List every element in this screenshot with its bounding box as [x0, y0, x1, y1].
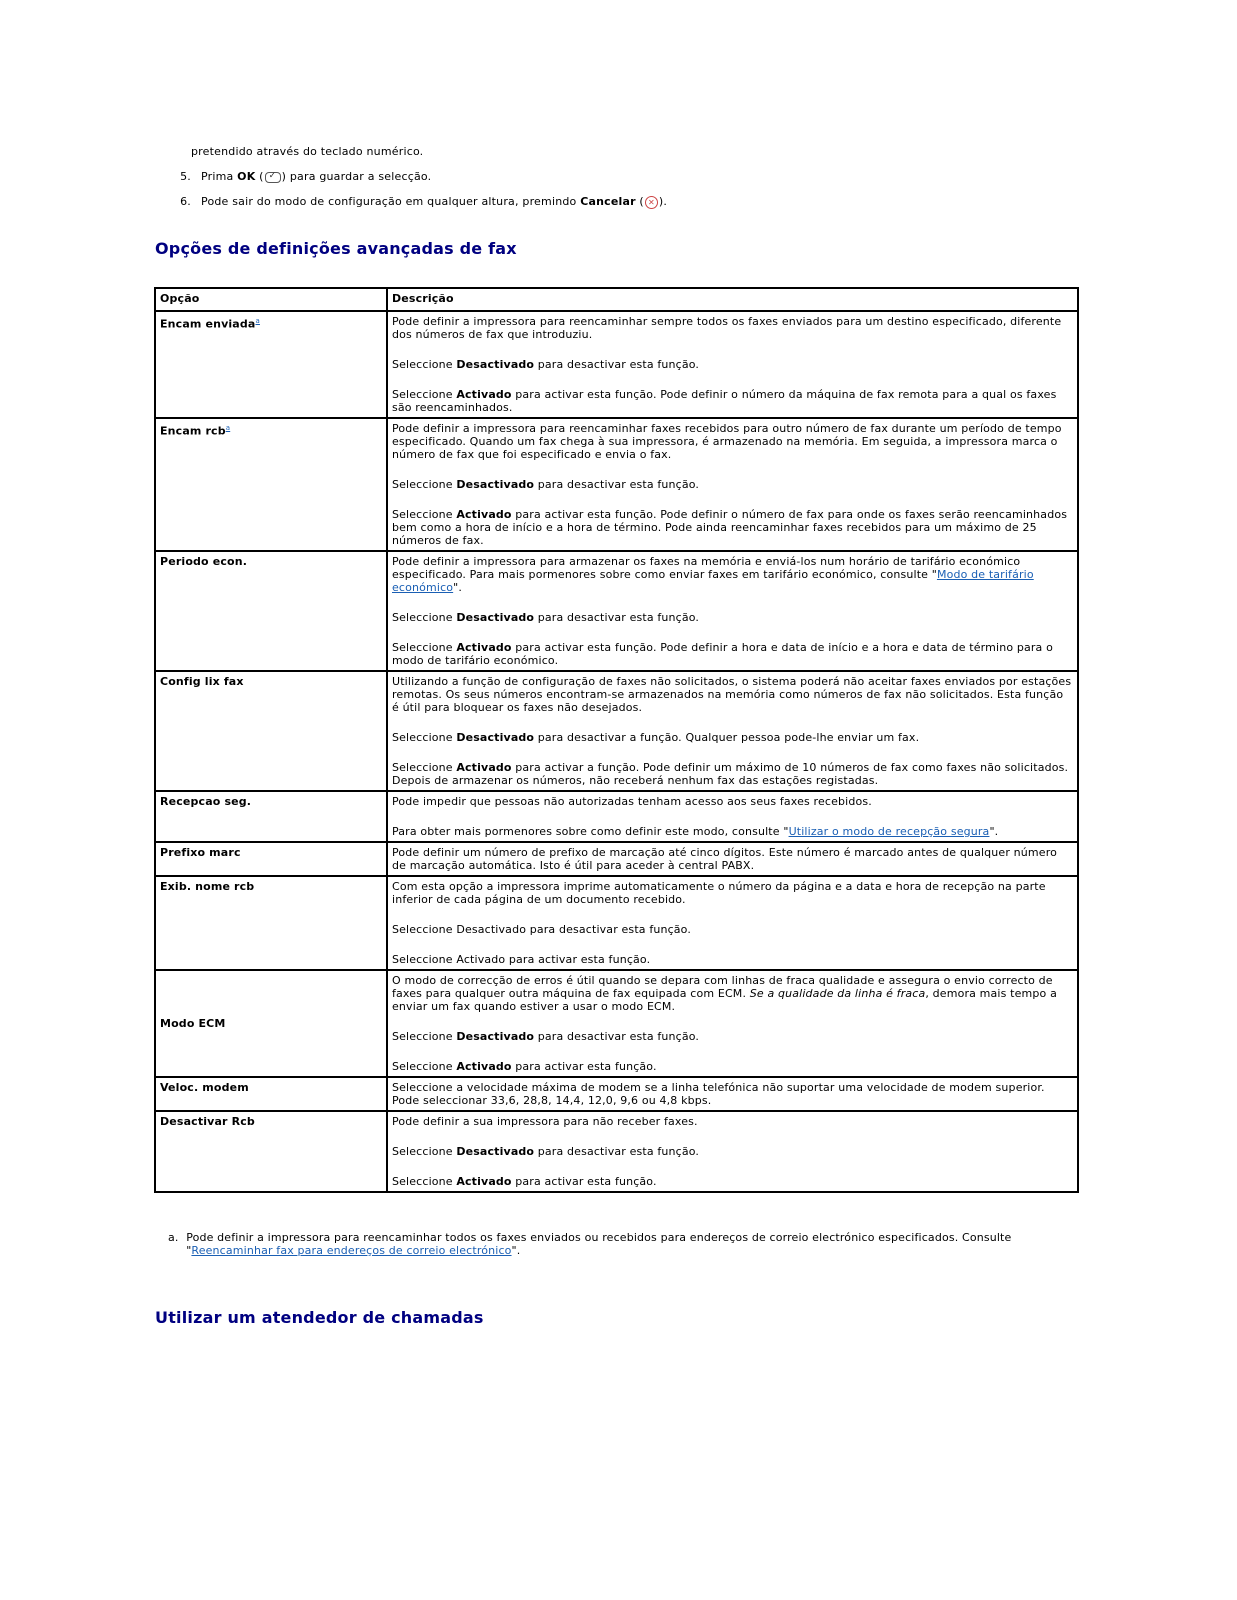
table-row	[155, 842, 1078, 876]
description-paragraph	[392, 1175, 1073, 1188]
option-cell	[155, 418, 387, 551]
footnote-ref-link[interactable]: a	[225, 424, 231, 432]
option-name: Veloc. modem	[160, 1081, 249, 1094]
text-run: Seleccione	[392, 761, 457, 774]
text-run: Pode definir a impressora para reencaminhar faxes recebidos para outro número de fax durante um período de tempo especificado. Quando um fax chega à sua impressora, é armazenado na memória. Em seguida, a impressora marca o número de fax que foi especificado e envia o fax.	[392, 422, 1062, 461]
emphasis-term: Desactivado	[456, 611, 535, 624]
text-run: para activar esta função. Pode definir o número da máquina de fax remota para a qual os faxes são reencaminhados.	[392, 388, 1057, 414]
text-run: Pode definir a impressora para reencaminhar sempre todos os faxes enviados para um destino especificado, diferente dos números de fax que introduziu.	[392, 315, 1062, 341]
option-cell	[155, 671, 387, 791]
description-cell	[387, 551, 1078, 671]
description-cell	[387, 970, 1078, 1077]
emphasis-term: Activado	[456, 1060, 512, 1073]
text-run: Seleccione	[392, 1175, 457, 1188]
table-row	[155, 1111, 1078, 1192]
step-text-pre: Prima	[201, 170, 238, 183]
table-header-row	[155, 288, 1078, 311]
description-paragraph	[392, 1115, 1073, 1128]
text-run: Seleccione a velocidade máxima de modem se a linha telefónica não suportar uma velocidade de modem superior. Pode seleccionar 33,6, 28,8, 14,4, 12,0, 9,6 ou 4,8 kbps.	[392, 1081, 1045, 1107]
text-run: ".	[989, 825, 999, 838]
step-text	[201, 195, 667, 220]
text-run: Seleccione	[392, 1030, 457, 1043]
description-paragraph	[392, 825, 1073, 838]
text-run: Pode definir um número de prefixo de marcação até cinco dígitos. Este número é marcado antes de qualquer número de marcação automática. Isto é útil para aceder à central PABX.	[392, 846, 1057, 872]
emphasis-term: Desactivado	[456, 1145, 535, 1158]
cancel-x-icon: ✕	[645, 196, 658, 209]
text-run: Pode definir a impressora para armazenar os faxes na memória e enviá-los num horário de tarifário económico especificado. Para mais pormenores sobre como enviar faxes em tarifário económico, consulte "	[392, 555, 1021, 581]
emphasis-term: Activado	[456, 388, 512, 401]
footnote-label: a.	[168, 1231, 179, 1244]
description-paragraph	[392, 358, 1073, 371]
footnote-after: ".	[511, 1244, 521, 1257]
step-text-post: ) para guardar a selecção.	[281, 170, 432, 183]
option-name: Desactivar Rcb	[160, 1115, 255, 1128]
step-text-pre: Pode sair do modo de configuração em qualquer altura, premindo	[201, 195, 581, 208]
step-list	[155, 145, 1075, 220]
description-paragraph	[392, 974, 1073, 1013]
description-paragraph	[392, 795, 1073, 808]
text-run: Pode definir a sua impressora para não receber faxes.	[392, 1115, 698, 1128]
description-paragraph	[392, 315, 1073, 341]
step-6	[155, 195, 1075, 220]
text-run: Seleccione	[392, 731, 457, 744]
description-paragraph	[392, 478, 1073, 491]
text-run: para desactivar esta função.	[534, 611, 700, 624]
option-name: Periodo econ.	[160, 555, 248, 568]
italic-text: Se a qualidade da linha é fraca	[749, 987, 926, 1000]
emphasis-term: Activado	[456, 1175, 512, 1188]
description-paragraph	[392, 1081, 1073, 1107]
emphasis-term: Activado	[456, 761, 512, 774]
description-cell	[387, 311, 1078, 418]
description-cell	[387, 1077, 1078, 1111]
next-section-title: Utilizar um atendedor de chamadas	[155, 1308, 484, 1327]
table-row	[155, 311, 1078, 418]
option-cell	[155, 842, 387, 876]
text-run: Com esta opção a impressora imprime automaticamente o número da página e a data e hora de recepção na parte inferior de cada página de um documento recebido.	[392, 880, 1046, 906]
description-cell	[387, 1111, 1078, 1192]
text-run: para activar a função. Pode definir um máximo de 10 números de fax como faxes não solicitados. Depois de armazenar os números, não receberá nenhum fax das estações registadas.	[392, 761, 1069, 787]
description-paragraph	[392, 880, 1073, 906]
text-run: ".	[453, 581, 463, 594]
description-paragraph	[392, 846, 1073, 872]
option-name: Encam enviada	[160, 317, 256, 331]
footnote-body: Pode definir a impressora para reencaminhar todos os faxes enviados ou recebidos para endereços de correio electrónico especificados. Consulte "	[186, 1231, 1012, 1257]
description-paragraph	[392, 761, 1073, 787]
step-text	[201, 170, 431, 195]
text-run: Seleccione Activado para activar esta função.	[392, 953, 651, 966]
option-cell	[155, 311, 387, 418]
emphasis-term: Desactivado	[456, 358, 535, 371]
table-body	[155, 311, 1078, 1192]
description-cell	[387, 671, 1078, 791]
description-paragraph	[392, 1145, 1073, 1158]
description-cell	[387, 876, 1078, 970]
text-run: para activar esta função.	[511, 1175, 657, 1188]
text-run: Seleccione	[392, 358, 457, 371]
ok-check-icon	[265, 172, 281, 183]
option-cell	[155, 551, 387, 671]
option-cell	[155, 791, 387, 842]
emphasis-term: Activado	[456, 641, 512, 654]
description-cell	[387, 791, 1078, 842]
description-paragraph	[392, 675, 1073, 714]
section-title: Opções de definições avançadas de fax	[155, 239, 517, 258]
table-row	[155, 671, 1078, 791]
text-run: Seleccione	[392, 641, 457, 654]
text-run: para desactivar esta função.	[534, 1145, 700, 1158]
option-name: Config lix fax	[160, 675, 244, 688]
table-row	[155, 791, 1078, 842]
text-run: Seleccione	[392, 508, 457, 521]
paren-open: (	[635, 195, 644, 208]
text-run: Seleccione	[392, 388, 457, 401]
emphasis-term: Activado	[456, 508, 512, 521]
header-description: Descrição	[387, 288, 1078, 311]
text-run: Seleccione	[392, 611, 457, 624]
table-row	[155, 970, 1078, 1077]
footnote-link[interactable]: Reencaminhar fax para endereços de correio electrónico	[191, 1244, 512, 1257]
text-run: Seleccione Desactivado para desactivar esta função.	[392, 923, 692, 936]
table-row	[155, 1077, 1078, 1111]
paren-open: (	[255, 170, 264, 183]
text-run: , demora mais tempo a enviar um fax quando estiver a usar o modo ECM.	[392, 987, 1057, 1013]
step-text-post: ).	[658, 195, 668, 208]
description-paragraph	[392, 953, 1073, 966]
text-run: para activar esta função.	[511, 1060, 657, 1073]
text-run: Seleccione	[392, 478, 457, 491]
description-cell	[387, 418, 1078, 551]
description-paragraph	[392, 1060, 1073, 1073]
cross-reference-link[interactable]: Utilizar o modo de recepção segura	[788, 825, 990, 838]
ok-key-label: OK	[237, 170, 256, 183]
option-name: Recepcao seg.	[160, 795, 252, 808]
footnote-ref-link[interactable]: a	[255, 317, 260, 325]
option-cell	[155, 970, 387, 1077]
description-paragraph	[392, 508, 1073, 547]
text-run: Utilizando a função de configuração de faxes não solicitados, o sistema poderá não aceitar faxes enviados por estações remotas. Os seus números encontram-se armazenados na memória como números de fax não solicitados. Esta função é útil para bloquear os faxes não desejados.	[392, 675, 1072, 714]
text-run: para desactivar esta função.	[534, 358, 700, 371]
emphasis-term: Desactivado	[456, 1030, 535, 1043]
step-number: 5.	[180, 170, 191, 183]
step-number: 6.	[180, 195, 191, 208]
option-name: Prefixo marc	[160, 846, 241, 859]
text-run: para desactivar a função. Qualquer pessoa pode-lhe enviar um fax.	[534, 731, 920, 744]
description-paragraph	[392, 422, 1073, 461]
cross-reference-link[interactable]: Modo de tarifário económico	[392, 568, 1034, 594]
description-paragraph	[392, 555, 1073, 594]
option-cell	[155, 1077, 387, 1111]
options-table	[154, 287, 1079, 1193]
footnote-text	[186, 1231, 1068, 1257]
cancel-key-label: Cancelar	[580, 195, 636, 208]
table-row	[155, 418, 1078, 551]
step-5	[155, 170, 1075, 195]
description-paragraph	[392, 923, 1073, 936]
emphasis-term: Desactivado	[456, 731, 535, 744]
description-cell	[387, 842, 1078, 876]
option-name: Exib. nome rcb	[160, 880, 255, 893]
emphasis-term: Desactivado	[456, 478, 535, 491]
option-name: Modo ECM	[160, 1017, 226, 1030]
text-run: para desactivar esta função.	[534, 478, 700, 491]
option-name: Encam rcb	[160, 424, 226, 438]
text-run: Seleccione	[392, 1060, 457, 1073]
header-option: Opção	[155, 288, 387, 311]
description-paragraph	[392, 611, 1073, 624]
table-row	[155, 876, 1078, 970]
option-cell	[155, 876, 387, 970]
text-run: para activar esta função. Pode definir o número de fax para onde os faxes serão reencaminhados bem como a hora de início e a hora de término. Pode ainda reencaminhar faxes recebidos para um máximo de 25 números de fax.	[392, 508, 1068, 547]
footnote	[168, 1231, 1068, 1257]
text-run: O modo de correcção de erros é útil quando se depara com linhas de fraca qualidade e assegura o envio correcto de faxes para qualquer outra máquina de fax equipada com ECM.	[392, 974, 1053, 1000]
description-paragraph	[392, 1030, 1073, 1043]
text-run: para activar esta função. Pode definir a hora e data de início e a hora e data de término para o modo de tarifário económico.	[392, 641, 1053, 667]
text-run: Pode impedir que pessoas não autorizadas tenham acesso aos seus faxes recebidos.	[392, 795, 872, 808]
text-run: Para obter mais pormenores sobre como definir este modo, consulte "	[392, 825, 789, 838]
text-run: para desactivar esta função.	[534, 1030, 700, 1043]
table-row	[155, 551, 1078, 671]
description-paragraph	[392, 388, 1073, 414]
step-continuation: pretendido através do teclado numérico.	[191, 145, 424, 158]
description-paragraph	[392, 641, 1073, 667]
option-cell	[155, 1111, 387, 1192]
description-paragraph	[392, 731, 1073, 744]
text-run: Seleccione	[392, 1145, 457, 1158]
